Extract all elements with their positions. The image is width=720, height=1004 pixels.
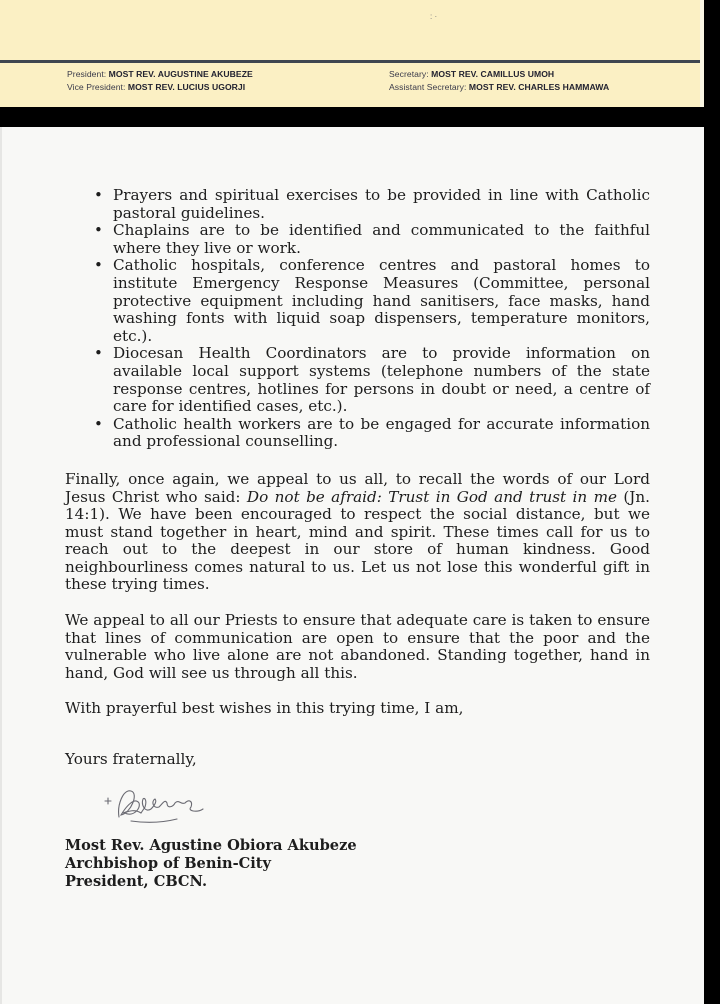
list-item: • Catholic health workers are to be engaged for accurate information and professional counselling.	[113, 416, 650, 451]
previous-page-letterhead-footer	[0, 0, 704, 107]
paragraph-text: Finally, once again, we appeal to us all, to recall the words of our Lord Jesus Christ who said:	[65, 469, 650, 506]
paragraph-priests: We appeal to all our Priests to ensure that adequate care is taken to ensure that lines of communication are open to ensure that the poor and the vulnerable who live alone are not abandoned. Standing together, hand in hand, God will see us through all this.	[65, 611, 650, 682]
letter-page	[0, 127, 704, 1004]
list-item: • Catholic hospitals, conference centres and pastoral homes to institute Emergency Response Measures (Committee, personal protective equipment including hand sanitisers, face masks, hand washing fonts with liquid soap dispensers, temperature monitors, etc.).	[113, 257, 650, 345]
paragraph-text: (Jn. 14:1). We have been encouraged to respect the social distance, but we must stand together in heart, mind and spirit. These times call for us to reach out to the deepest in our store of human kindness. Good neighbourliness comes natural to us. Let us not lose this wonderful gift in these trying times.	[65, 487, 650, 594]
scan-speck: : ·	[430, 12, 438, 21]
list-item: • Prayers and spiritual exercises to be provided in line with Catholic pastoral guidelines.	[113, 187, 650, 222]
paragraph-finally	[65, 471, 650, 594]
officer-president: President: MOST REV. AUGUSTINE AKUBEZE	[67, 69, 253, 79]
officer-vice-president: Vice President: MOST REV. LUCIUS UGORJI	[67, 82, 246, 92]
officer-assistant-secretary: Assistant Secretary: MOST REV. CHARLES HAMMAWA	[389, 82, 610, 92]
list-item: • Diocesan Health Coordinators are to provide information on available local support systems (telephone numbers of the state response centres, hotlines for persons in doubt or need, a centre of care for identified cases, etc.).	[113, 345, 650, 415]
signatory-office: President, CBCN.	[65, 872, 208, 890]
scripture-quote: Do not be afraid: Trust in God and trust in me	[246, 487, 617, 506]
measures-list	[93, 187, 650, 451]
paragraph-wishes: With prayerful best wishes in this trying time, I am,	[65, 699, 464, 718]
letter-body	[65, 187, 650, 891]
officer-secretary: Secretary: MOST REV. CAMILLUS UMOH	[389, 69, 555, 79]
list-item: • Chaplains are to be identified and communicated to the faithful where they live or work.	[113, 222, 650, 257]
footer-divider-rule	[0, 60, 700, 63]
signatory-title: Archbishop of Benin-City	[65, 854, 272, 872]
officers-right	[389, 68, 609, 94]
signature-icon	[101, 783, 221, 825]
signatory-block	[65, 837, 650, 891]
signatory-name: Most Rev. Agustine Obiora Akubeze	[65, 836, 357, 854]
closing-salutation: Yours fraternally,	[65, 750, 197, 769]
officers-left	[67, 68, 253, 94]
